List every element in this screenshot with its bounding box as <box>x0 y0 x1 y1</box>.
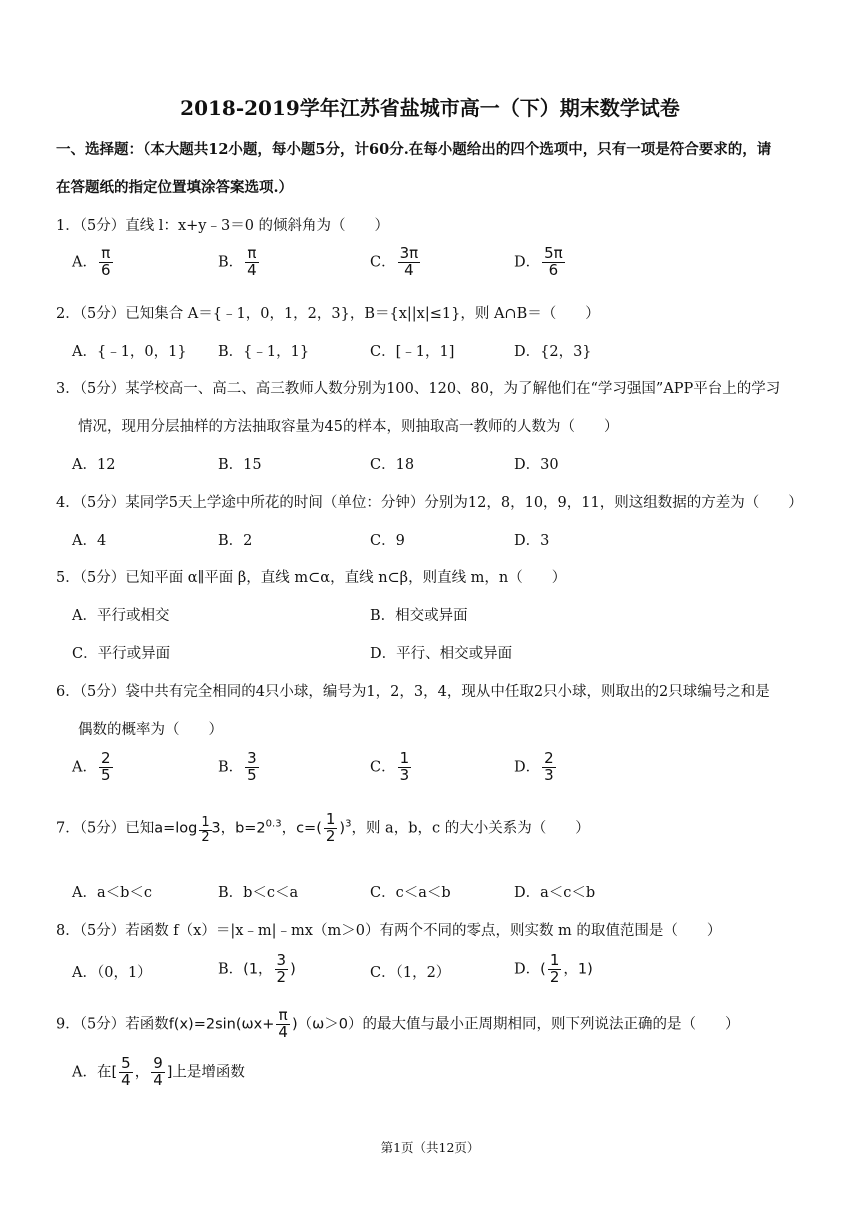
question-6-stem-line2: 偶数的概率为（ ） <box>78 722 223 738</box>
fraction: $\frac{1}{2}$ <box>325 810 336 845</box>
question-5-option-a: A．平行或相交 <box>72 608 170 624</box>
question-7-stem: 7．（5分）已知a=log $\frac{1}{2}$ 3，$b=2^{0.3}$，c=( $\frac{1}{2}$ )$^3$，则 a，b，c 的大小关系为（ ） <box>56 810 590 845</box>
question-5-option-d: D．平行、相交或异面 <box>370 646 513 662</box>
question-6-option-b <box>218 751 261 784</box>
question-3-option-a: A．12 <box>72 457 116 473</box>
fraction: $\frac{9}{4}$ <box>153 1054 163 1089</box>
question-7-option-d: D．a＜c＜b <box>514 885 596 901</box>
question-5-stem: 5．（5分）已知平面 α∥平面 β，直线 m⊂α，直线 n⊂β，则直线 m，n（ ） <box>56 570 567 586</box>
question-8-option-b: B．(1， $\frac{3}{2}$ ) <box>218 951 296 986</box>
option-label: D． <box>514 254 541 271</box>
question-8-option-c: C．（1，2） <box>370 965 451 981</box>
fraction: $\frac{3}{2}$ <box>276 951 287 986</box>
question-5-option-c: C．平行或异面 <box>72 646 171 662</box>
question-2-option-a: A．{﹣1，0，1} <box>72 344 187 360</box>
question-3-stem-line2: 情况，现用分层抽样的方法抽取容量为45的样本，则抽取高一教师的人数为（ ） <box>78 419 619 435</box>
fraction: $\frac{2}{3}$ <box>544 749 554 784</box>
fraction: $\frac{5\pi}{6}$ <box>544 244 563 279</box>
question-2-option-d: D．{2，3} <box>514 344 592 360</box>
question-9-stem: 9．（5分）若函数f(x)=2sin(ωx+ $\frac{\pi}{4}$ )（ω＞0）的最大值与最小正周期相同，则下列说法正确的是（ ） <box>56 1006 740 1041</box>
section-heading-line2: 在答题纸的指定位置填涂答案选项.） <box>56 179 294 196</box>
question-4-option-c: C．9 <box>370 533 405 549</box>
question-3-option-d: D．30 <box>514 457 559 473</box>
question-6-option-c <box>370 751 413 784</box>
option-label: D． <box>514 759 541 776</box>
question-7-option-c: C．c＜a＜b <box>370 885 451 901</box>
fraction: $\frac{1}{3}$ <box>399 749 410 784</box>
option-label: C． <box>370 759 396 776</box>
question-6-option-d <box>514 751 558 784</box>
question-8-option-a: A．（0，1） <box>72 965 152 981</box>
question-4-option-b: B．2 <box>218 533 253 549</box>
question-6-option-a <box>72 751 115 784</box>
question-6-stem-line1: 6．（5分）袋中共有完全相同的4只小球，编号为1，2，3，4，现从中任取2只小球，则取出的2只球编号之和是 <box>56 684 770 700</box>
question-7-option-a: A．a＜b＜c <box>72 885 153 901</box>
question-3-option-c: C．18 <box>370 457 415 473</box>
question-8-option-d: D．( $\frac{1}{2}$ ，1) <box>514 951 593 986</box>
question-1-option-d <box>514 246 567 279</box>
question-2-option-b: B．{﹣1，1} <box>218 344 310 360</box>
fraction: $\frac{\pi}{6}$ <box>100 244 111 279</box>
option-label: C． <box>370 254 396 271</box>
fraction: $\frac{5}{4}$ <box>121 1054 131 1089</box>
fraction: $\frac{2}{5}$ <box>100 749 111 784</box>
option-label: A． <box>72 759 97 776</box>
question-3-stem-line1: 3．（5分）某学校高一、高二、高三教师人数分别为100、120、80，为了解他们在“学习强国”APP平台上的学习 <box>56 381 781 397</box>
fraction: $\frac{\pi}{4}$ <box>247 244 257 279</box>
question-5-option-b: B．相交或异面 <box>370 608 468 624</box>
log-base: $\frac{1}{2}$ <box>201 815 210 845</box>
option-label: B． <box>218 759 244 776</box>
question-3-option-b: B．15 <box>218 457 262 473</box>
question-4-option-a: A．4 <box>72 533 107 549</box>
question-4-stem: 4．（5分）某同学5天上学途中所花的时间（单位：分钟）分别为12，8，10，9，11，则这组数据的方差为（ ） <box>56 495 803 511</box>
fraction: $\frac{3}{5}$ <box>247 749 257 784</box>
question-1-option-a <box>72 246 115 279</box>
page-footer: 第1页（共12页） <box>380 1140 480 1155</box>
page-title: 2018-2019学年江苏省盐城市高一（下）期末数学试卷 <box>180 96 680 120</box>
fraction: $\frac{3\pi}{4}$ <box>399 244 419 279</box>
section-heading-line1: 一、选择题：（本大题共12小题，每小题5分，计60分.在每小题给出的四个选项中，只有一项是符合要求的，请 <box>56 141 772 158</box>
question-2-stem: 2．（5分）已知集合 A＝{﹣1，0，1，2，3}，B＝{x||x|≤1}，则 A∩B＝（ ） <box>56 306 600 322</box>
question-1-option-c <box>370 246 422 279</box>
question-9-option-a: A．在[ $\frac{5}{4}$ ， $\frac{9}{4}$ ]上是增函数 <box>72 1054 245 1089</box>
fraction: $\frac{1}{2}$ <box>549 951 560 986</box>
option-label: B． <box>218 254 244 271</box>
question-2-option-c: C．[﹣1，1] <box>370 344 455 360</box>
question-1-stem: 1．（5分）直线 l：x+y﹣3＝0 的倾斜角为（ ） <box>56 218 390 234</box>
question-7-option-b: B．b＜c＜a <box>218 885 299 901</box>
question-8-stem: 8．（5分）若函数 f（x）＝|x﹣m|﹣mx（m＞0）有两个不同的零点，则实数 m 的取值范围是（ ） <box>56 923 722 939</box>
fraction: $\frac{\pi}{4}$ <box>278 1006 288 1041</box>
question-1-option-b <box>218 246 261 279</box>
question-4-option-d: D．3 <box>514 533 550 549</box>
option-label: A． <box>72 254 97 271</box>
